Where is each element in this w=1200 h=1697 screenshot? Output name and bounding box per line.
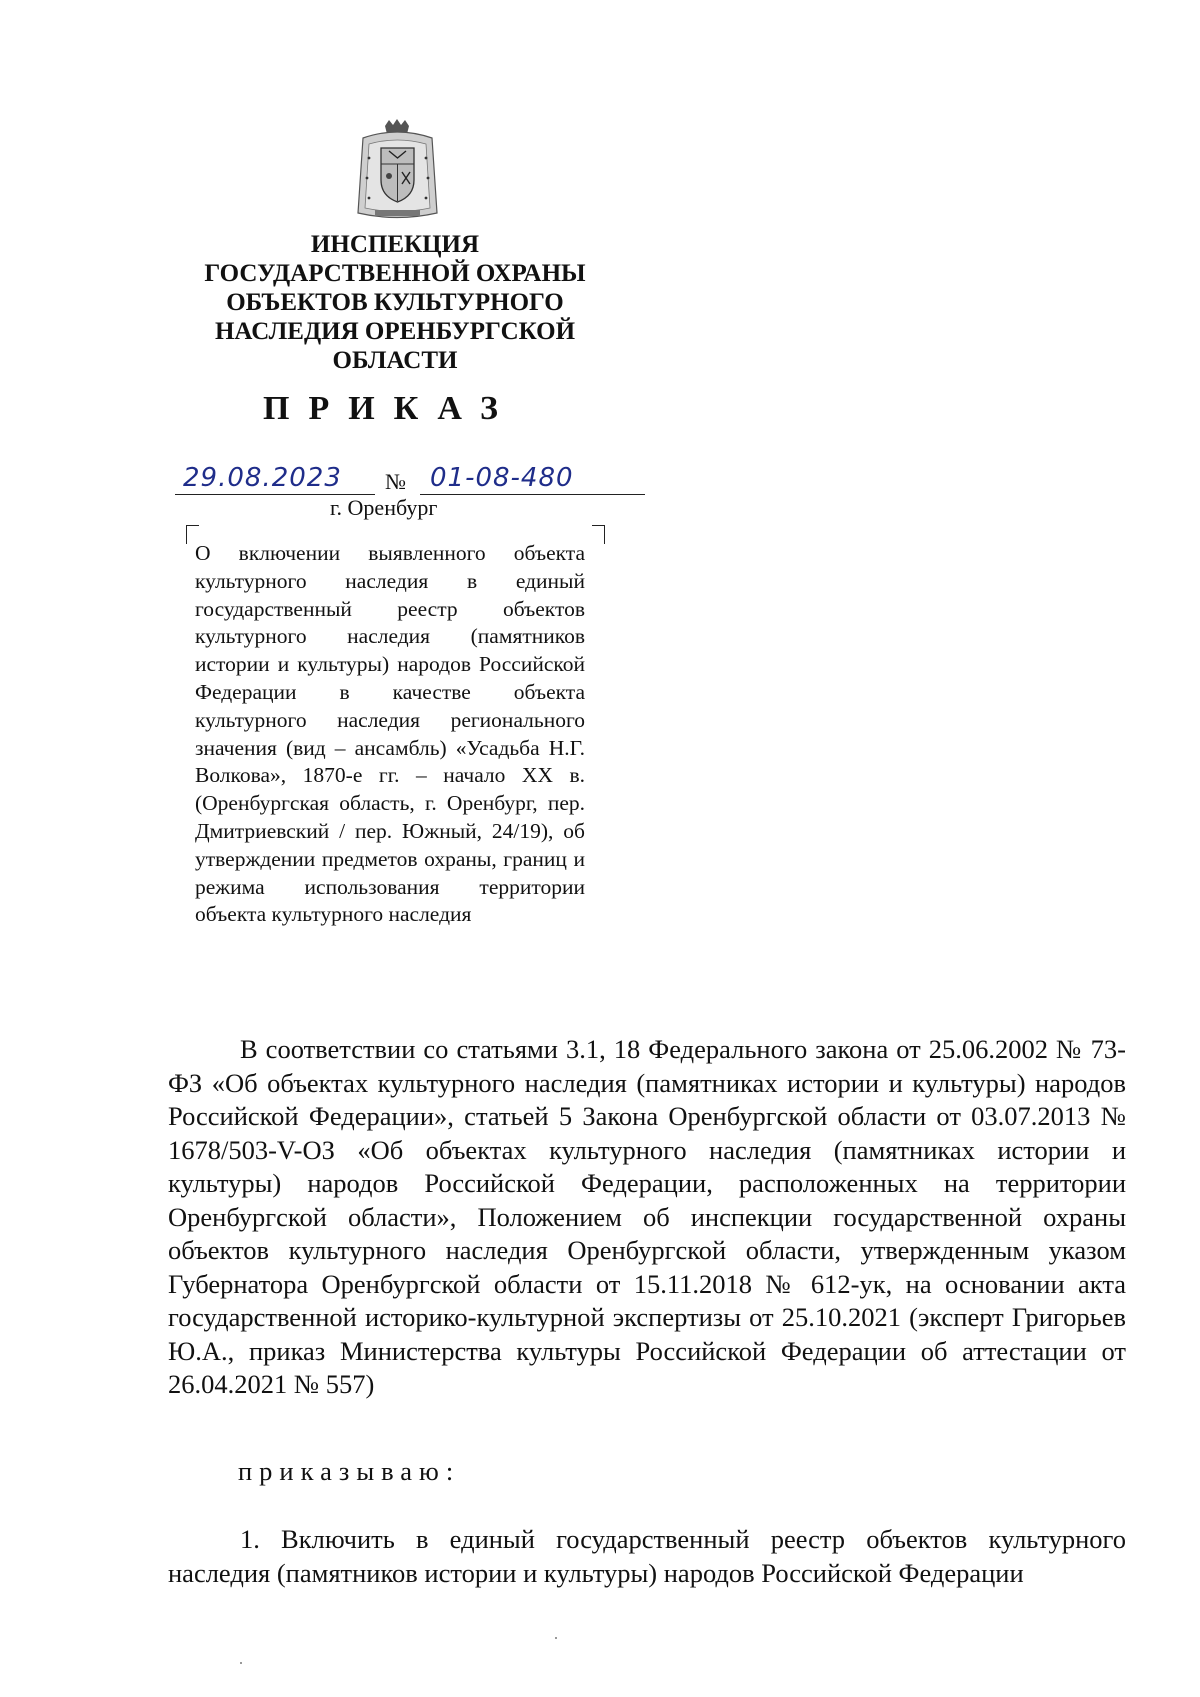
scan-speck xyxy=(240,1662,242,1664)
order-item-1: 1. Включить в единый государственный реестр объектов культурного наследия (памятников истории и культуры) народов Российской Федерации xyxy=(168,1524,1126,1588)
scan-speck xyxy=(555,1637,557,1639)
preamble-paragraph: В соответствии со статьями 3.1, 18 Федерального закона от 25.06.2002 № 73-ФЗ «Об объектах культурного наследия (памятниках истории и культуры) народов Российской Федерации», статьей 5 Закона Оренбургской области от 03.07.2013 № 1678/503-V-ОЗ «Об объектах культурного наследия (памятниках истории и культуры) народов Российской Федерации, расположенных на территории Оренбургской области», Положением об инспекции государственной охраны объектов культурного наследия Оренбургской области, утвержденным указом Губернатора Оренбургской области от 15.11.2018 № 612-ук, на основании акта государственной историко-культурной экспертизы от 25.10.2021 (эксперт Григорьев Ю.А., приказ Министерства культуры Российской Федерации об аттестации от 26.04.2021 № 557) xyxy=(168,1034,1126,1399)
orders-word: приказываю: xyxy=(238,1456,461,1486)
coat-of-arms-emblem xyxy=(355,118,440,221)
date-number-line xyxy=(175,455,645,495)
city-name: г. Оренбург xyxy=(330,495,438,520)
subject-bracket-right xyxy=(592,525,605,544)
handwritten-date: 29.08.2023 xyxy=(183,463,342,493)
handwritten-number: 01-08-480 xyxy=(430,463,574,493)
organization-name xyxy=(150,230,640,375)
number-sign: № xyxy=(385,469,406,494)
document-type-title: ПРИКАЗ xyxy=(263,390,517,427)
document-subject: О включении выявленного объекта культурного наследия в единый государственный реестр объектов культурного наследия (памятников истории и культуры) народов Российской Федерации в качестве объекта культурного наследия регионального значения (вид – ансамбль) «Усадьба Н.Г. Волкова», 1870-е гг. – начало XX в. (Оренбургская область, г. Оренбург, пер. Дмитриевский / пер. Южный, 24/19), об утверждении предметов охраны, границ и режима использования территории объекта культурного наследия xyxy=(195,541,585,927)
organization-name-text: ИНСПЕКЦИЯ ГОСУДАРСТВЕННОЙ ОХРАНЫ ОБЪЕКТОВ КУЛЬТУРНОГО НАСЛЕДИЯ ОРЕНБУРГСКОЙ ОБЛАСТИ xyxy=(204,231,586,374)
number-underline xyxy=(420,494,645,495)
